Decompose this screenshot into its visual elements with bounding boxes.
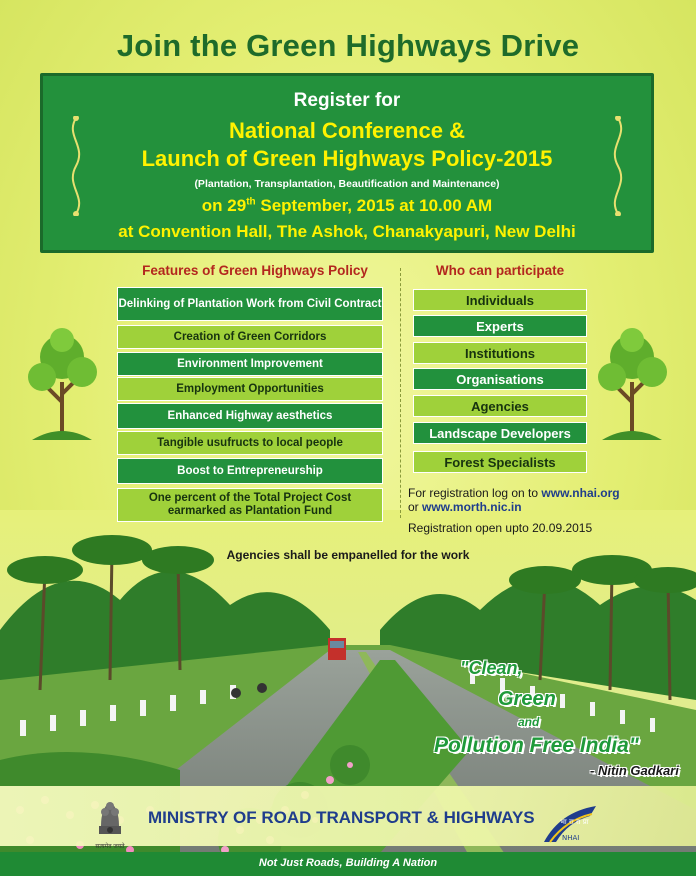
registration-line: or www.morth.nic.in bbox=[408, 500, 522, 514]
svg-text:NHAI: NHAI bbox=[562, 834, 580, 842]
tree-icon bbox=[592, 322, 672, 442]
features-heading: Features of Green Highways Policy bbox=[142, 263, 368, 278]
quote-author: - Nitin Gadkari bbox=[590, 763, 679, 778]
quote-line: and bbox=[518, 715, 540, 729]
morth-link[interactable]: www.morth.nic.in bbox=[422, 500, 522, 514]
participant-item: Experts bbox=[413, 315, 587, 337]
participant-item: Landscape Developers bbox=[413, 422, 587, 444]
empanel-note: Agencies shall be empanelled for the work bbox=[226, 548, 470, 562]
participant-item: Agencies bbox=[413, 395, 587, 417]
feature-item: One percent of the Total Project Cost earmarked as Plantation Fund bbox=[117, 488, 383, 522]
policy-scope: (Plantation, Transplantation, Beautification and Maintenance) bbox=[194, 178, 500, 190]
national-emblem-icon bbox=[93, 796, 127, 842]
feature-item: Enhanced Highway aesthetics bbox=[117, 403, 383, 429]
tagline: Not Just Roads, Building A Nation bbox=[258, 857, 438, 869]
feature-item: Environment Improvement bbox=[117, 352, 383, 376]
feature-item: Creation of Green Corridors bbox=[117, 325, 383, 349]
quote-line: Pollution Free India" bbox=[434, 734, 639, 757]
column-divider bbox=[400, 268, 401, 518]
nhai-link[interactable]: www.nhai.org bbox=[541, 486, 620, 500]
participant-item: Forest Specialists bbox=[413, 451, 587, 473]
registration-line: For registration log on to www.nhai.org bbox=[408, 486, 620, 500]
registration-deadline: Registration open upto 20.09.2015 bbox=[408, 521, 593, 535]
feature-item: Tangible usufructs to local people bbox=[117, 431, 383, 455]
emblem-caption: सत्यमेव जयते bbox=[95, 844, 125, 850]
participant-item: Individuals bbox=[413, 289, 587, 311]
feature-item: Employment Opportunities bbox=[117, 377, 383, 401]
participants-heading: Who can participate bbox=[435, 263, 565, 278]
nhai-logo-icon bbox=[540, 802, 600, 846]
register-for: Register for bbox=[293, 90, 401, 111]
quote-line: Green bbox=[498, 688, 556, 710]
ministry-name: MINISTRY OF ROAD TRANSPORT & HIGHWAYS bbox=[148, 808, 535, 827]
event-venue: at Convention Hall, The Ashok, Chanakyapuri, New Delhi bbox=[118, 222, 576, 241]
participant-item: Organisations bbox=[413, 368, 587, 390]
policy-title: Launch of Green Highways Policy-2015 bbox=[141, 146, 553, 171]
quote-line: "Clean, bbox=[460, 658, 523, 678]
feature-item: Delinking of Plantation Work from Civil Contract bbox=[117, 287, 383, 321]
feature-item: Boost to Entrepreneurship bbox=[117, 458, 383, 484]
tree-icon bbox=[22, 322, 102, 442]
svg-text:भा रा रा प्रा: भा रा रा प्रा bbox=[560, 818, 589, 826]
headline: Join the Green Highways Drive bbox=[116, 28, 580, 63]
participant-item: Institutions bbox=[413, 342, 587, 364]
conference-title: National Conference & bbox=[229, 118, 465, 143]
event-date: on 29th September, 2015 at 10.00 AM bbox=[201, 196, 493, 215]
event-banner bbox=[40, 73, 654, 253]
